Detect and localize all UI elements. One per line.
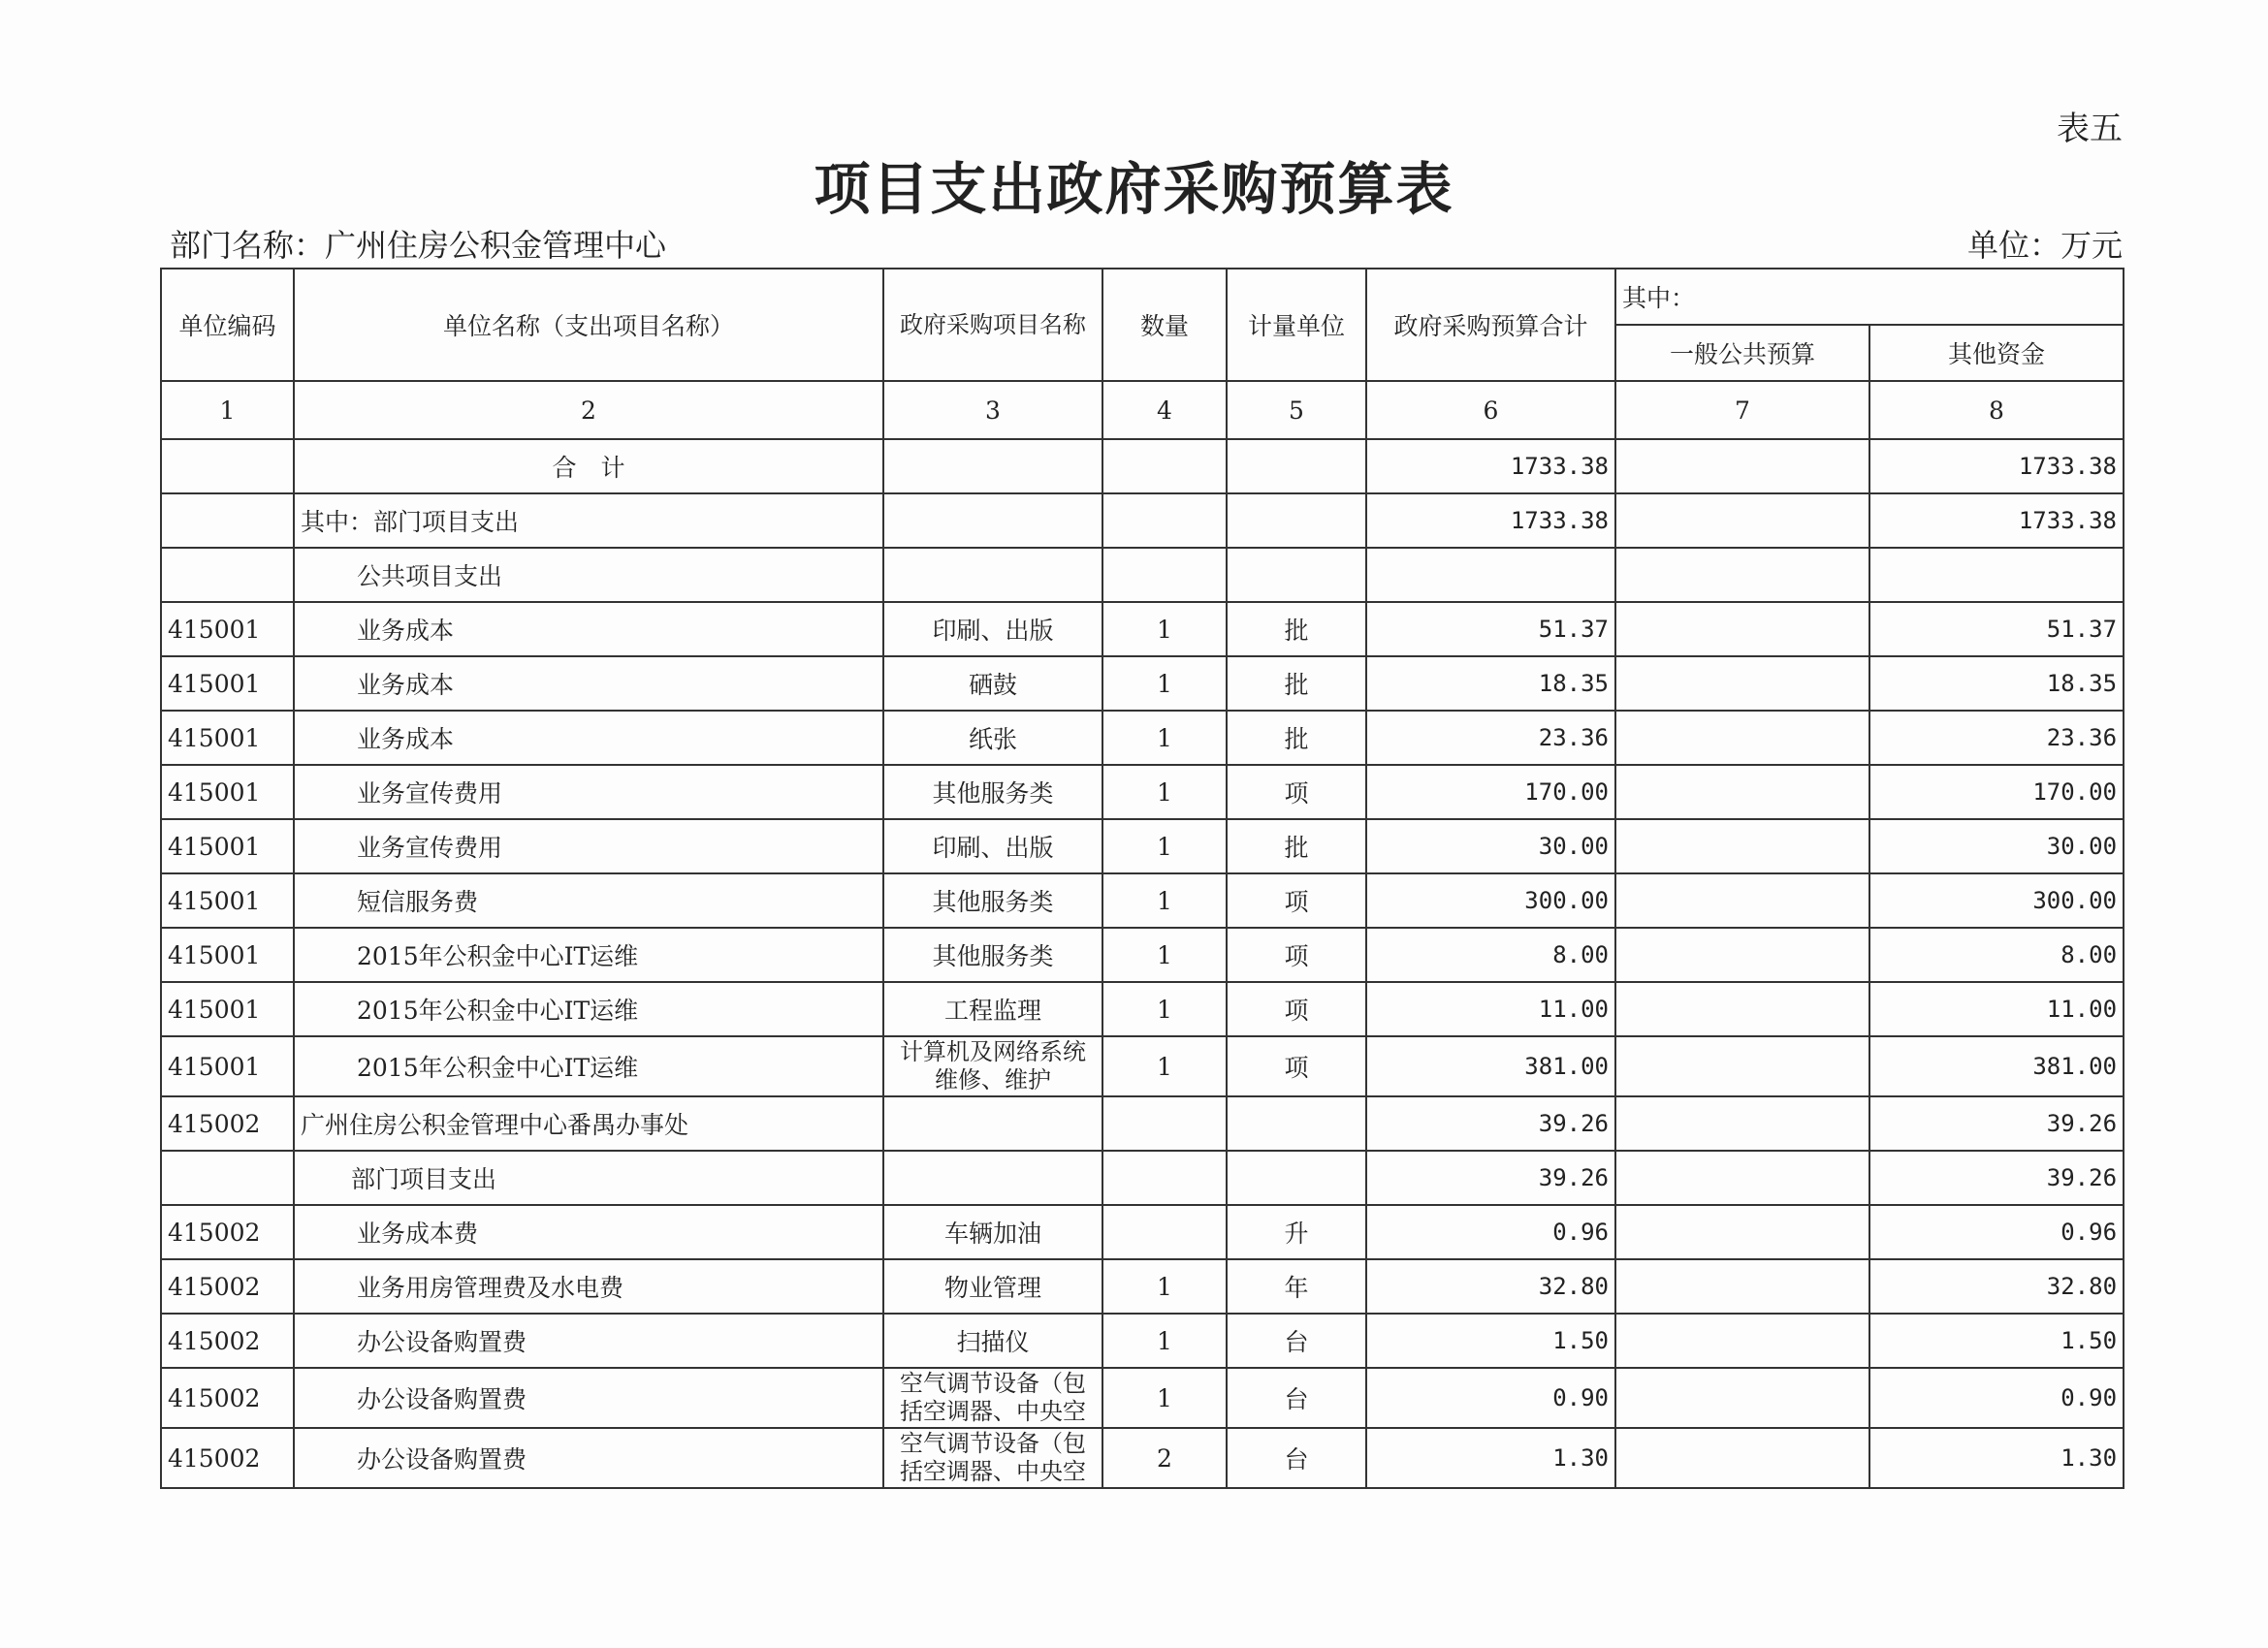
- cell-measure: 台: [1227, 1314, 1366, 1368]
- cell-other: 1.50: [1869, 1314, 2124, 1368]
- cell-item: 工程监理: [883, 982, 1102, 1036]
- cell-code: 415002: [161, 1259, 294, 1314]
- cell-other: 1.30: [1869, 1428, 2124, 1488]
- cell-general: [1615, 819, 1869, 873]
- cell-code: 415001: [161, 928, 294, 982]
- cell-measure: 年: [1227, 1259, 1366, 1314]
- cell-code: 415002: [161, 1428, 294, 1488]
- cell-other: 32.80: [1869, 1259, 2124, 1314]
- table-row: [161, 1259, 2124, 1314]
- cell-qty: 1: [1102, 819, 1227, 873]
- cell-measure: 项: [1227, 765, 1366, 819]
- cell-general: [1615, 1151, 1869, 1205]
- cell-total: 300.00: [1366, 873, 1615, 928]
- currency-unit: 单位：万元: [1966, 227, 2123, 264]
- cell-item: 硒鼓: [883, 656, 1102, 711]
- column-number: 8: [1869, 381, 2124, 439]
- budget-table: [160, 268, 2124, 1489]
- department-name: 部门名称：广州住房公积金管理中心: [170, 227, 667, 264]
- cell-qty: 1: [1102, 1259, 1227, 1314]
- cell-measure: 项: [1227, 873, 1366, 928]
- cell-name: 2015年公积金中心IT运维: [294, 982, 883, 1036]
- cell-measure: 台: [1227, 1428, 1366, 1488]
- cell-name: 办公设备购置费: [294, 1428, 883, 1488]
- cell-general: [1615, 1368, 1869, 1428]
- cell-name: 广州住房公积金管理中心番禺办事处: [294, 1096, 883, 1151]
- cell-general: [1615, 765, 1869, 819]
- cell-measure: [1227, 1096, 1366, 1151]
- cell-total: [1366, 548, 1615, 602]
- cell-other: 30.00: [1869, 819, 2124, 873]
- cell-total: 170.00: [1366, 765, 1615, 819]
- cell-name: 2015年公积金中心IT运维: [294, 1036, 883, 1096]
- table-row: [161, 1096, 2124, 1151]
- table-row: [161, 982, 2124, 1036]
- cell-general: [1615, 493, 1869, 548]
- table-number: 表五: [2057, 110, 2123, 148]
- cell-code: [161, 439, 294, 493]
- header-general: 一般公共预算: [1615, 325, 1869, 381]
- column-number: 5: [1227, 381, 1366, 439]
- cell-item: 其他服务类: [883, 928, 1102, 982]
- table-row: [161, 1428, 2124, 1488]
- table-row: [161, 439, 2124, 493]
- cell-name: 部门项目支出: [294, 1151, 883, 1205]
- cell-item: 其他服务类: [883, 765, 1102, 819]
- cell-qty: [1102, 439, 1227, 493]
- cell-measure: 批: [1227, 819, 1366, 873]
- cell-other: 381.00: [1869, 1036, 2124, 1096]
- cell-other: 39.26: [1869, 1096, 2124, 1151]
- cell-measure: 批: [1227, 656, 1366, 711]
- cell-qty: 1: [1102, 873, 1227, 928]
- cell-general: [1615, 548, 1869, 602]
- cell-item: [883, 548, 1102, 602]
- cell-name: 业务成本: [294, 711, 883, 765]
- cell-item: 空气调节设备（包括空调器、中央空: [883, 1368, 1102, 1428]
- cell-item: 物业管理: [883, 1259, 1102, 1314]
- column-number: 7: [1615, 381, 1869, 439]
- cell-other: 39.26: [1869, 1151, 2124, 1205]
- cell-item: 印刷、出版: [883, 819, 1102, 873]
- table-row: [161, 1151, 2124, 1205]
- cell-qty: 1: [1102, 928, 1227, 982]
- cell-name: 短信服务费: [294, 873, 883, 928]
- cell-name: 2015年公积金中心IT运维: [294, 928, 883, 982]
- cell-name: 业务成本: [294, 656, 883, 711]
- column-number-row: [161, 381, 2124, 439]
- cell-measure: [1227, 439, 1366, 493]
- cell-code: 415002: [161, 1368, 294, 1428]
- column-number: 2: [294, 381, 883, 439]
- cell-item: 计算机及网络系统维修、维护: [883, 1036, 1102, 1096]
- cell-other: 0.96: [1869, 1205, 2124, 1259]
- cell-total: 51.37: [1366, 602, 1615, 656]
- cell-total: 39.26: [1366, 1096, 1615, 1151]
- cell-general: [1615, 711, 1869, 765]
- header-other: 其他资金: [1869, 325, 2124, 381]
- cell-name: 业务宣传费用: [294, 765, 883, 819]
- cell-code: 415001: [161, 873, 294, 928]
- cell-measure: [1227, 493, 1366, 548]
- cell-name: 业务宣传费用: [294, 819, 883, 873]
- cell-code: 415001: [161, 982, 294, 1036]
- cell-general: [1615, 982, 1869, 1036]
- cell-item: [883, 1096, 1102, 1151]
- cell-other: 1733.38: [1869, 439, 2124, 493]
- table-row: [161, 602, 2124, 656]
- table-row: [161, 1368, 2124, 1428]
- cell-total: 0.90: [1366, 1368, 1615, 1428]
- cell-code: [161, 548, 294, 602]
- cell-code: [161, 1151, 294, 1205]
- cell-total: 8.00: [1366, 928, 1615, 982]
- column-number: 3: [883, 381, 1102, 439]
- cell-code: 415001: [161, 1036, 294, 1096]
- table-row: [161, 928, 2124, 982]
- cell-other: 1733.38: [1869, 493, 2124, 548]
- cell-code: 415001: [161, 602, 294, 656]
- cell-item: 其他服务类: [883, 873, 1102, 928]
- table-row: [161, 656, 2124, 711]
- cell-total: 381.00: [1366, 1036, 1615, 1096]
- cell-qty: 1: [1102, 656, 1227, 711]
- cell-other: 51.37: [1869, 602, 2124, 656]
- cell-qty: [1102, 1205, 1227, 1259]
- header-code: 单位编码: [161, 269, 294, 381]
- header-qty: 数量: [1102, 269, 1227, 381]
- cell-item: [883, 1151, 1102, 1205]
- cell-total: 32.80: [1366, 1259, 1615, 1314]
- table-row: [161, 873, 2124, 928]
- cell-code: 415002: [161, 1205, 294, 1259]
- cell-qty: [1102, 493, 1227, 548]
- cell-code: 415001: [161, 711, 294, 765]
- cell-qty: [1102, 548, 1227, 602]
- cell-qty: 1: [1102, 982, 1227, 1036]
- cell-qty: 2: [1102, 1428, 1227, 1488]
- cell-general: [1615, 873, 1869, 928]
- document-title: 项目支出政府采购预算表: [814, 156, 1454, 222]
- cell-code: 415001: [161, 765, 294, 819]
- cell-name: 业务用房管理费及水电费: [294, 1259, 883, 1314]
- cell-total: 1733.38: [1366, 493, 1615, 548]
- table-row: [161, 493, 2124, 548]
- cell-measure: [1227, 1151, 1366, 1205]
- cell-general: [1615, 1259, 1869, 1314]
- cell-name: 合 计: [294, 439, 883, 493]
- header-measure: 计量单位: [1227, 269, 1366, 381]
- cell-measure: 项: [1227, 1036, 1366, 1096]
- cell-total: 30.00: [1366, 819, 1615, 873]
- cell-general: [1615, 602, 1869, 656]
- table-row: [161, 711, 2124, 765]
- cell-total: 18.35: [1366, 656, 1615, 711]
- cell-general: [1615, 1036, 1869, 1096]
- cell-measure: 升: [1227, 1205, 1366, 1259]
- cell-general: [1615, 1205, 1869, 1259]
- cell-other: 0.90: [1869, 1368, 2124, 1428]
- cell-general: [1615, 656, 1869, 711]
- cell-item: [883, 439, 1102, 493]
- cell-code: 415002: [161, 1096, 294, 1151]
- cell-name: 其中：部门项目支出: [294, 493, 883, 548]
- cell-measure: [1227, 548, 1366, 602]
- cell-qty: 1: [1102, 1314, 1227, 1368]
- cell-item: 印刷、出版: [883, 602, 1102, 656]
- column-number: 6: [1366, 381, 1615, 439]
- cell-other: 18.35: [1869, 656, 2124, 711]
- cell-qty: 1: [1102, 765, 1227, 819]
- cell-other: 8.00: [1869, 928, 2124, 982]
- header-of-which: 其中：: [1615, 269, 2124, 325]
- cell-total: 11.00: [1366, 982, 1615, 1036]
- cell-measure: 批: [1227, 711, 1366, 765]
- cell-code: [161, 493, 294, 548]
- header-item: 政府采购项目名称: [883, 269, 1102, 381]
- column-number: 4: [1102, 381, 1227, 439]
- cell-general: [1615, 1096, 1869, 1151]
- cell-other: 23.36: [1869, 711, 2124, 765]
- cell-measure: 项: [1227, 928, 1366, 982]
- table-row: [161, 1314, 2124, 1368]
- cell-qty: [1102, 1096, 1227, 1151]
- cell-name: 业务成本费: [294, 1205, 883, 1259]
- cell-name: 办公设备购置费: [294, 1314, 883, 1368]
- cell-total: 0.96: [1366, 1205, 1615, 1259]
- table-row: [161, 548, 2124, 602]
- cell-measure: 项: [1227, 982, 1366, 1036]
- cell-code: 415001: [161, 656, 294, 711]
- cell-name: 公共项目支出: [294, 548, 883, 602]
- cell-total: 1733.38: [1366, 439, 1615, 493]
- cell-qty: 1: [1102, 1036, 1227, 1096]
- cell-item: 空气调节设备（包括空调器、中央空: [883, 1428, 1102, 1488]
- cell-other: 170.00: [1869, 765, 2124, 819]
- cell-general: [1615, 1428, 1869, 1488]
- cell-measure: 台: [1227, 1368, 1366, 1428]
- cell-name: 业务成本: [294, 602, 883, 656]
- cell-other: 300.00: [1869, 873, 2124, 928]
- cell-general: [1615, 439, 1869, 493]
- header-name: 单位名称（支出项目名称）: [294, 269, 883, 381]
- table-row: [161, 1205, 2124, 1259]
- cell-total: 23.36: [1366, 711, 1615, 765]
- cell-general: [1615, 1314, 1869, 1368]
- table-row: [161, 765, 2124, 819]
- cell-total: 1.50: [1366, 1314, 1615, 1368]
- cell-qty: 1: [1102, 1368, 1227, 1428]
- cell-item: 扫描仪: [883, 1314, 1102, 1368]
- cell-qty: 1: [1102, 711, 1227, 765]
- cell-item: 车辆加油: [883, 1205, 1102, 1259]
- cell-general: [1615, 928, 1869, 982]
- table-row: [161, 1036, 2124, 1096]
- cell-other: [1869, 548, 2124, 602]
- header-total: 政府采购预算合计: [1366, 269, 1615, 381]
- cell-name: 办公设备购置费: [294, 1368, 883, 1428]
- cell-total: 39.26: [1366, 1151, 1615, 1205]
- cell-item: [883, 493, 1102, 548]
- cell-code: 415001: [161, 819, 294, 873]
- cell-qty: [1102, 1151, 1227, 1205]
- cell-total: 1.30: [1366, 1428, 1615, 1488]
- cell-other: 11.00: [1869, 982, 2124, 1036]
- table-row: [161, 819, 2124, 873]
- cell-item: 纸张: [883, 711, 1102, 765]
- cell-qty: 1: [1102, 602, 1227, 656]
- column-number: 1: [161, 381, 294, 439]
- cell-code: 415002: [161, 1314, 294, 1368]
- cell-measure: 批: [1227, 602, 1366, 656]
